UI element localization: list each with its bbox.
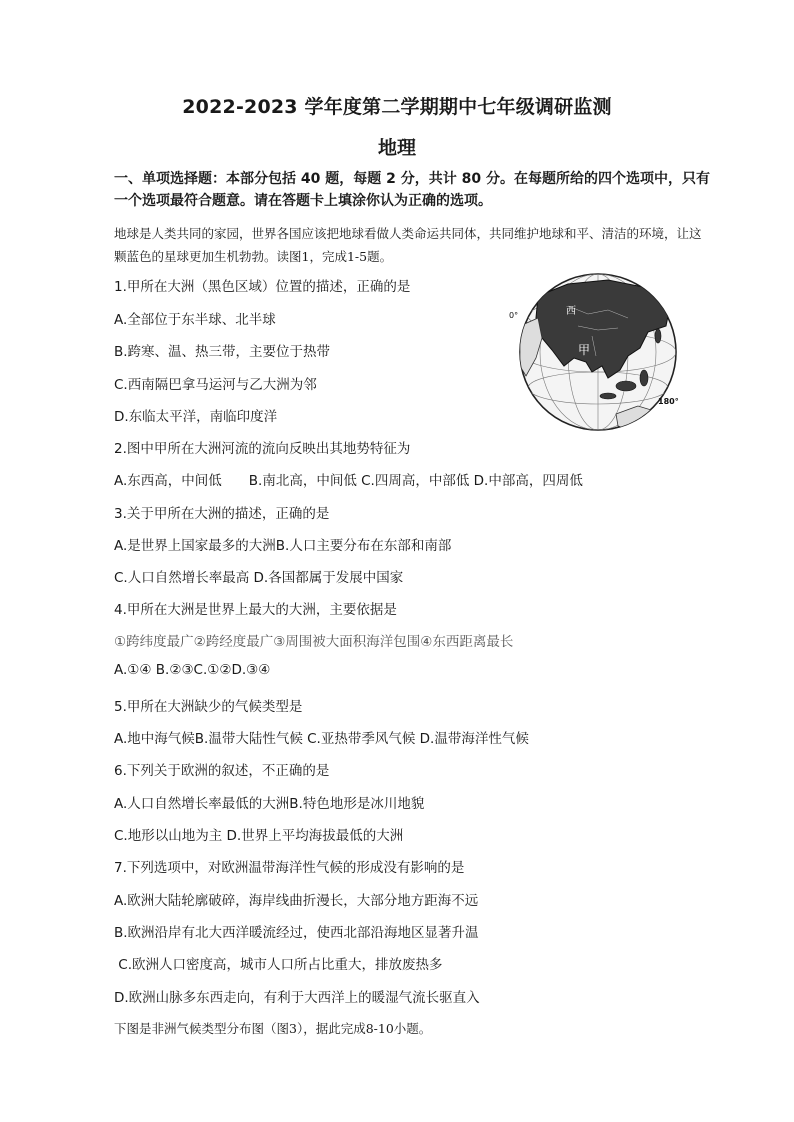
- question-2: 2.图中甲所在大洲河流的流向反映出其地势特征为: [114, 441, 411, 457]
- subject-title: 地理: [377, 137, 416, 159]
- question-7: 7.下列选项中，对欧洲温带海洋性气候的形成没有影响的是: [114, 860, 465, 876]
- label-xi: 西: [566, 306, 576, 317]
- exam-title: 2022-2023 学年度第二学期期中七年级调研监测: [182, 96, 612, 118]
- question-1: 1.甲所在大洲（黑色区域）位置的描述，正确的是: [114, 279, 411, 295]
- q1-option-a: A.全部位于东半球、北半球: [114, 312, 276, 328]
- intro-paragraph: 地球是人类共同的家园，世界各国应该把地球看做人类命运共同体，共同维护地球和平、清洁的环境，让这颗蓝色的星球更加生机勃勃。读图1，完成1-5题。: [114, 226, 702, 264]
- section-heading: 一、单项选择题：本部分包括 40 题，每题 2 分，共计 80 分。在每题所给的四个选项中，只有一个选项最符合题意。请在答题卡上填涂你认为正确的选项。: [114, 171, 710, 209]
- q7-option-d: D.欧洲山脉多东西走向，有利于大西洋上的暖湿气流长驱直入: [114, 990, 480, 1006]
- label-jia: 甲: [578, 343, 591, 357]
- q1-option-b: B.跨寒、温、热三带，主要位于热带: [114, 344, 331, 360]
- q6-options-cd: C.地形以山地为主 D.世界上平均海拔最低的大洲: [114, 828, 404, 844]
- q4-statements: ①跨纬度最广②跨经度最广③周围被大面积海洋包围④东西距离最长: [114, 634, 514, 650]
- question-5: 5.甲所在大洲缺少的气候类型是: [114, 699, 303, 715]
- q1-option-c: C.西南隔巴拿马运河与乙大洲为邻: [114, 377, 317, 393]
- question-6: 6.下列关于欧洲的叙述，不正确的是: [114, 763, 330, 779]
- label-180: 180°: [658, 397, 679, 406]
- q7-option-a: A.欧洲大陆轮廓破碎，海岸线曲折漫长，大部分地方距海不远: [114, 893, 479, 909]
- question-3: 3.关于甲所在大洲的描述，正确的是: [114, 506, 330, 522]
- q2-options: A.东西高，中间低 B.南北高，中间低 C.四周高，中部低 D.中部高，四周低: [114, 473, 583, 489]
- q7-option-b: B.欧洲沿岸有北大西洋暖流经过，使西北部沿海地区显著升温: [114, 925, 479, 941]
- figure-3-intro: 下图是非洲气候类型分布图（图3），据此完成8-10小题。: [114, 1021, 432, 1036]
- q3-options-cd: C.人口自然增长率最高 D.各国都属于发展中国家: [114, 570, 404, 586]
- label-meridian-0: 0°: [509, 311, 519, 320]
- q5-options: A.地中海气候B.温带大陆性气候 C.亚热带季风气候 D.温带海洋性气候: [114, 731, 529, 747]
- question-4: 4.甲所在大洲是世界上最大的大洲，主要依据是: [114, 602, 397, 618]
- q3-options-ab: A.是世界上国家最多的大洲B.人口主要分布在东部和南部: [114, 538, 452, 554]
- globe-svg: [508, 266, 693, 436]
- q1-option-d: D.东临太平洋，南临印度洋: [114, 409, 278, 425]
- q4-options: A.①④ B.②③C.①②D.③④: [114, 662, 271, 678]
- figure-1-globe-map: [508, 266, 693, 436]
- q7-option-c: C.欧洲人口密度高，城市人口所占比重大，排放废热多: [114, 957, 443, 973]
- q6-options-ab: A.人口自然增长率最低的大洲B.特色地形是冰川地貌: [114, 796, 425, 812]
